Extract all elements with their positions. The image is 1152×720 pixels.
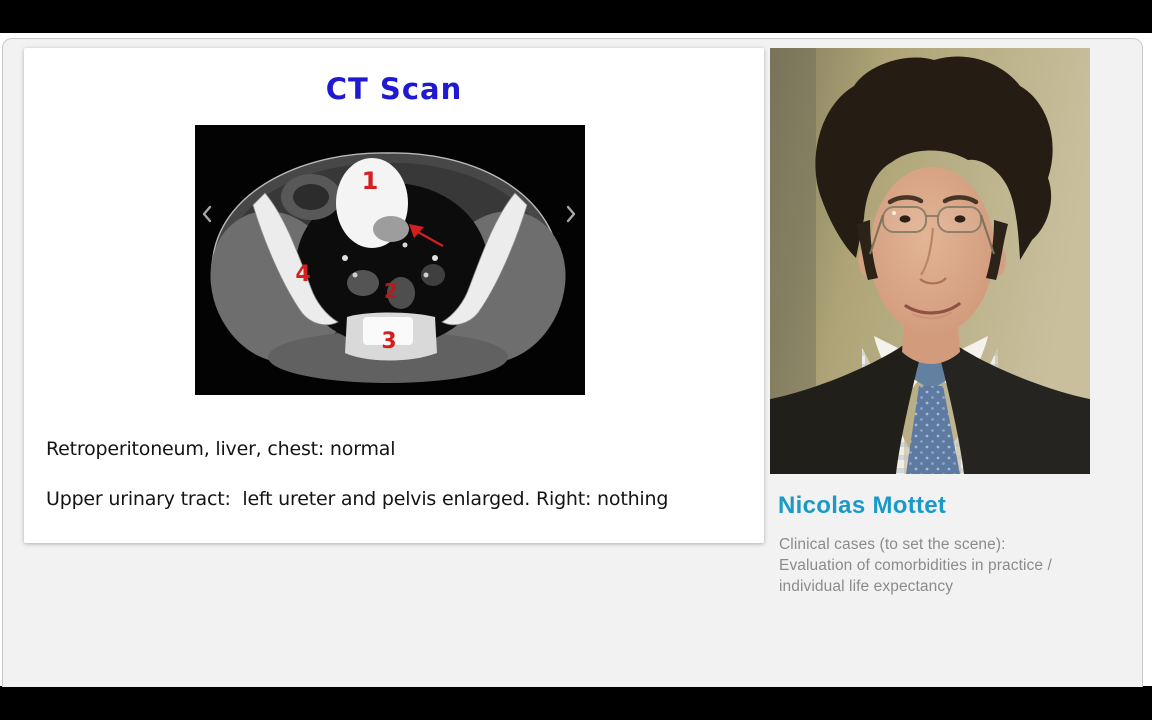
ct-vessel xyxy=(353,273,358,278)
ct-label-2: 2 xyxy=(384,279,398,303)
ct-vessel xyxy=(342,255,348,261)
slide-text-findings-1: Retroperitoneum, liver, chest: normal xyxy=(46,438,396,460)
ct-vessel xyxy=(403,243,408,248)
letterbox-top xyxy=(0,0,1152,33)
chevron-right-icon xyxy=(565,205,577,223)
talk-description-line: Evaluation of comorbidities in practice / xyxy=(779,557,1052,574)
ct-vessel xyxy=(432,255,438,261)
ct-bowel-2 xyxy=(347,270,379,296)
ct-scan-image xyxy=(195,125,585,395)
carousel-prev-button[interactable] xyxy=(196,199,218,229)
chevron-left-icon xyxy=(201,205,213,223)
talk-description-line: individual life expectancy xyxy=(779,578,954,595)
ct-label-4: 4 xyxy=(295,262,311,287)
speaker-name: Nicolas Mottet xyxy=(778,492,947,519)
slide-title: CT Scan xyxy=(325,72,463,106)
ct-vessel xyxy=(424,273,429,278)
face xyxy=(870,167,994,335)
ct-label-3: 3 xyxy=(381,329,397,354)
eye-right xyxy=(955,215,966,222)
speaker-photo xyxy=(770,48,1090,474)
ct-label-1: 1 xyxy=(361,167,379,195)
talk-description-line: Clinical cases (to set the scene): xyxy=(779,536,1006,553)
carousel-next-button[interactable] xyxy=(560,199,582,229)
letterbox-bottom xyxy=(0,686,1152,720)
ct-bowel-1-core xyxy=(293,184,329,210)
slide-text-findings-2: Upper urinary tract: left ureter and pelvis enlarged. Right: nothing xyxy=(46,488,669,510)
eye-left xyxy=(900,215,911,222)
ct-bladder-bump xyxy=(373,216,409,242)
